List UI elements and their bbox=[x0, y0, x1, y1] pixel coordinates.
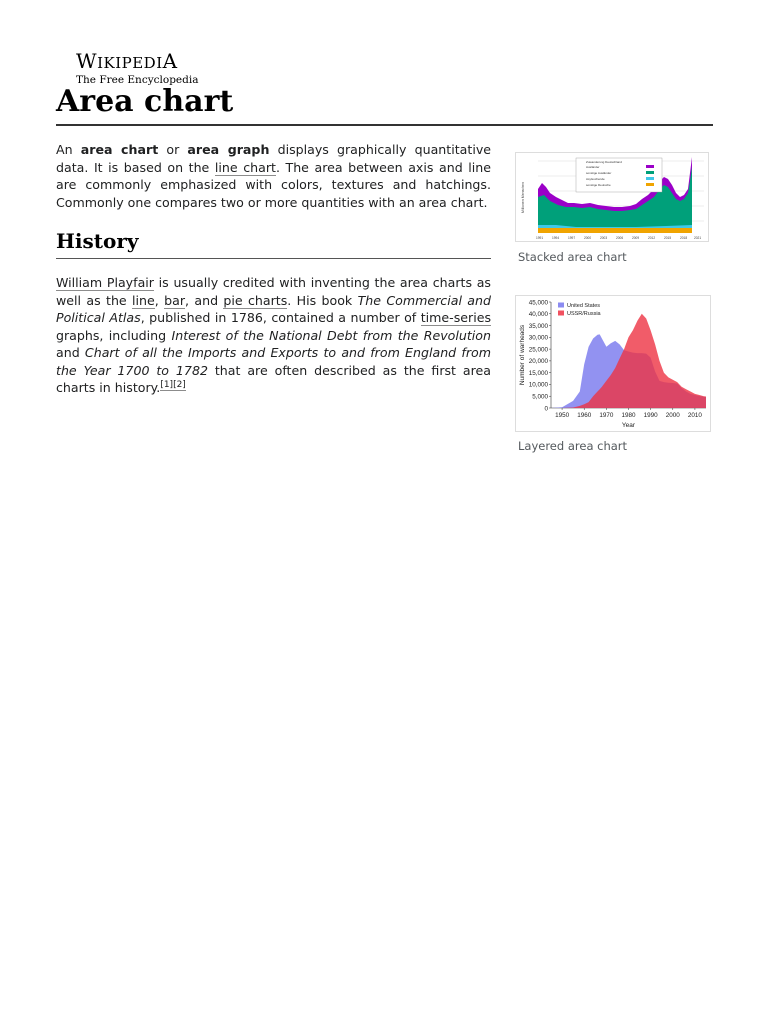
svg-text:2015: 2015 bbox=[664, 236, 672, 240]
section-heading-history: History bbox=[56, 229, 139, 253]
y-tick-label: 35,000 bbox=[528, 322, 548, 330]
svg-text:1997: 1997 bbox=[568, 236, 576, 240]
wikipedia-tagline: The Free Encyclopedia bbox=[76, 74, 199, 86]
x-axis-label: Year bbox=[621, 422, 636, 429]
legend-swatch bbox=[558, 303, 564, 308]
svg-text:Zuwanderung Deutschland: Zuwanderung Deutschland bbox=[586, 160, 622, 164]
section-divider bbox=[56, 258, 491, 259]
svg-text:1994: 1994 bbox=[552, 236, 560, 240]
link-line[interactable]: line bbox=[132, 292, 155, 308]
svg-text:Ausländer: Ausländer bbox=[586, 165, 600, 169]
svg-text:Asylsuchende: Asylsuchende bbox=[586, 177, 605, 181]
caption-layered: Layered area chart bbox=[518, 439, 628, 453]
x-tick-label: 1960 bbox=[577, 412, 592, 419]
y-tick-label: 5,000 bbox=[532, 393, 548, 401]
svg-text:2006: 2006 bbox=[616, 236, 624, 240]
title-divider bbox=[56, 124, 713, 126]
x-tick-label: 2000 bbox=[665, 412, 680, 419]
x-tick-label: 1970 bbox=[599, 412, 614, 419]
intro-paragraph: An area chart or area graph displays graphically quantitative data. It is based on the line chart. The area between axis and line are commonly emphasized with colors, textures and hatchings. Commonly one compares two or more quantities with an area chart. bbox=[56, 142, 492, 210]
link-bar[interactable]: bar bbox=[164, 292, 186, 308]
y-tick-label: 15,000 bbox=[528, 369, 548, 377]
link-pie-charts[interactable]: pie charts bbox=[223, 292, 288, 308]
term-area-chart: area chart bbox=[80, 142, 159, 157]
x-tick-label: 1980 bbox=[621, 412, 636, 419]
reference-2[interactable]: [2] bbox=[173, 379, 186, 390]
wikipedia-wordmark: WIKIPEDIA bbox=[76, 49, 178, 73]
svg-text:2003: 2003 bbox=[600, 236, 608, 240]
legend-entry: USSR/Russia bbox=[567, 311, 601, 317]
svg-text:2018: 2018 bbox=[680, 236, 688, 240]
y-tick-label: 20,000 bbox=[528, 358, 548, 366]
stacked-layer-orange bbox=[538, 228, 692, 233]
link-william-playfair[interactable]: William Playfair bbox=[56, 275, 154, 290]
y-tick-label: 45,000 bbox=[528, 299, 548, 307]
history-paragraph: William Playfair is usually credited with inventing the area charts as well as the line, bar, and pie charts. His book The Commercial and Political Atlas, published in 1786, contained a number of time-series graphs, including Interest of the National Debt from the Revolution and Chart of all the Imports and Exports to and from England from the Year 1700 to 1782 that are often described as the first area charts in history.[1][2] bbox=[56, 275, 492, 395]
book-title: The Commercial and Political Atlas bbox=[56, 292, 491, 325]
wikipedia-logo[interactable] bbox=[76, 50, 198, 86]
stacked-area-chart-image[interactable] bbox=[515, 152, 709, 242]
y-tick-label: 40,000 bbox=[528, 311, 548, 319]
layered-area-chart[interactable] bbox=[515, 295, 711, 432]
svg-text:2021: 2021 bbox=[694, 236, 702, 240]
y-tick-label: 0 bbox=[544, 405, 548, 413]
y-tick-label: 30,000 bbox=[528, 334, 548, 342]
link-time-series[interactable]: time-series bbox=[420, 310, 492, 325]
page-title: Area chart bbox=[56, 84, 234, 119]
y-tick-label: 10,000 bbox=[528, 381, 548, 389]
link-line-chart[interactable]: line chart bbox=[214, 159, 276, 175]
stacked-y-label: Millionen Menschen bbox=[521, 182, 525, 213]
reference-1[interactable]: [1] bbox=[160, 379, 174, 390]
caption-stacked: Stacked area chart bbox=[518, 250, 627, 264]
chart-title-national-debt: Interest of the National Debt from the Revolution bbox=[171, 327, 491, 343]
svg-text:1991: 1991 bbox=[536, 236, 544, 240]
figure-layered-area-chart bbox=[515, 295, 711, 453]
svg-text:2000: 2000 bbox=[584, 236, 592, 240]
svg-text:sonstige Ausländer: sonstige Ausländer bbox=[586, 171, 612, 175]
y-axis-label: Number of warheads bbox=[519, 324, 526, 386]
x-tick-label: 2010 bbox=[687, 412, 702, 419]
svg-text:sonstige Deutsche: sonstige Deutsche bbox=[586, 183, 611, 187]
y-tick-label: 25,000 bbox=[528, 346, 548, 354]
chart-title-imports-exports: Chart of all the Imports and Exports to and from England from the Year 1700 to 1782 bbox=[56, 345, 491, 378]
x-tick-label: 1950 bbox=[555, 412, 570, 419]
svg-text:2012: 2012 bbox=[648, 236, 656, 240]
term-area-graph: area graph bbox=[187, 142, 270, 157]
figure-stacked-area-chart bbox=[515, 152, 709, 264]
x-tick-label: 1990 bbox=[643, 412, 658, 419]
legend-swatch bbox=[558, 311, 564, 316]
svg-text:2009: 2009 bbox=[632, 236, 640, 240]
legend-entry: United States bbox=[567, 303, 601, 309]
